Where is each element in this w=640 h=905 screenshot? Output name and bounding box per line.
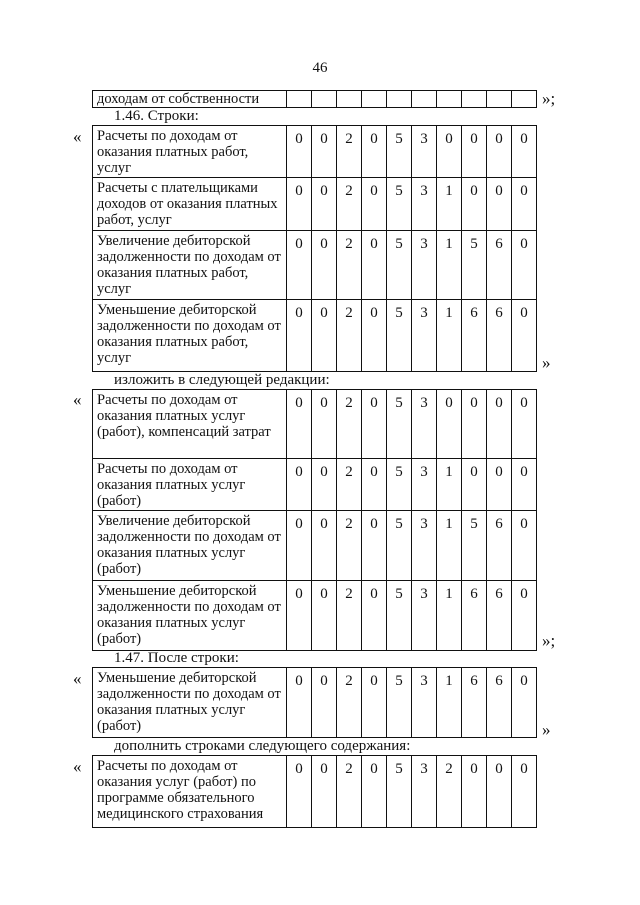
code-digit bbox=[412, 91, 437, 108]
code-digit: 5 bbox=[387, 581, 412, 651]
code-digit: 5 bbox=[387, 668, 412, 738]
row-label: Увеличение дебиторской задолженности по доходам от оказания платных услуг (работ) bbox=[93, 511, 287, 581]
table-row bbox=[93, 581, 537, 651]
code-digit: 6 bbox=[487, 668, 512, 738]
table-row bbox=[93, 459, 537, 511]
code-digit: 5 bbox=[387, 511, 412, 581]
row-label: Уменьшение дебиторской задолженности по доходам от оказания платных услуг (работ) bbox=[93, 668, 287, 738]
code-digit: 0 bbox=[362, 581, 387, 651]
code-digit: 0 bbox=[512, 581, 537, 651]
code-digit: 0 bbox=[287, 511, 312, 581]
code-digit: 0 bbox=[287, 390, 312, 459]
code-digit: 2 bbox=[337, 756, 362, 828]
code-digit: 0 bbox=[462, 126, 487, 178]
closing-quote: »; bbox=[542, 631, 556, 650]
code-digit: 0 bbox=[362, 459, 387, 511]
code-digit: 0 bbox=[512, 178, 537, 231]
code-digit: 5 bbox=[387, 459, 412, 511]
code-digit: 5 bbox=[387, 126, 412, 178]
code-digit: 1 bbox=[437, 668, 462, 738]
closing-quote: » bbox=[542, 720, 551, 739]
section-1-46-table bbox=[92, 125, 537, 372]
code-digit: 2 bbox=[337, 581, 362, 651]
code-digit: 1 bbox=[437, 178, 462, 231]
code-digit: 0 bbox=[312, 300, 337, 372]
code-digit: 5 bbox=[387, 300, 412, 372]
code-digit: 2 bbox=[337, 231, 362, 300]
code-digit: 0 bbox=[462, 390, 487, 459]
code-digit: 5 bbox=[387, 390, 412, 459]
code-digit: 0 bbox=[362, 668, 387, 738]
code-digit: 0 bbox=[362, 231, 387, 300]
code-digit: 0 bbox=[512, 126, 537, 178]
code-digit: 0 bbox=[312, 390, 337, 459]
code-digit: 3 bbox=[412, 178, 437, 231]
code-digit: 0 bbox=[487, 178, 512, 231]
section-heading-1-47: 1.47. После строки: bbox=[92, 650, 243, 668]
code-digit: 6 bbox=[462, 581, 487, 651]
code-digit: 1 bbox=[437, 511, 462, 581]
code-digit: 0 bbox=[287, 581, 312, 651]
code-digit: 6 bbox=[487, 581, 512, 651]
code-digit: 2 bbox=[337, 126, 362, 178]
code-digit: 0 bbox=[487, 390, 512, 459]
table-row bbox=[93, 668, 537, 738]
code-digit bbox=[487, 91, 512, 108]
row-label: Расчеты с плательщиками доходов от оказания платных работ, услуг bbox=[93, 178, 287, 231]
row-label: Расчеты по доходам от оказания платных услуг (работ) bbox=[93, 459, 287, 511]
code-digit: 6 bbox=[462, 668, 487, 738]
page-number: 46 bbox=[312, 60, 328, 76]
code-digit bbox=[462, 91, 487, 108]
section-edit-table bbox=[92, 389, 537, 651]
code-digit bbox=[437, 91, 462, 108]
code-digit: 0 bbox=[362, 300, 387, 372]
row-label: Уменьшение дебиторской задолженности по доходам от оказания платных услуг (работ) bbox=[93, 581, 287, 651]
code-digit bbox=[337, 91, 362, 108]
code-digit: 1 bbox=[437, 231, 462, 300]
code-digit: 0 bbox=[362, 126, 387, 178]
table-row bbox=[93, 300, 537, 372]
code-digit: 5 bbox=[387, 756, 412, 828]
code-digit: 0 bbox=[487, 126, 512, 178]
table-row bbox=[93, 511, 537, 581]
code-digit bbox=[362, 91, 387, 108]
code-digit: 2 bbox=[337, 511, 362, 581]
code-digit: 0 bbox=[362, 178, 387, 231]
code-digit: 1 bbox=[437, 459, 462, 511]
code-digit: 6 bbox=[462, 300, 487, 372]
code-digit: 2 bbox=[337, 390, 362, 459]
code-digit: 0 bbox=[287, 126, 312, 178]
code-digit: 0 bbox=[512, 668, 537, 738]
row-label: Увеличение дебиторской задолженности по доходам от оказания платных работ, услуг bbox=[93, 231, 287, 300]
code-digit: 2 bbox=[437, 756, 462, 828]
code-digit: 3 bbox=[412, 511, 437, 581]
code-digit: 0 bbox=[312, 581, 337, 651]
code-digit: 0 bbox=[512, 511, 537, 581]
table-row bbox=[93, 126, 537, 178]
code-digit: 0 bbox=[512, 390, 537, 459]
code-digit: 5 bbox=[462, 511, 487, 581]
code-digit: 0 bbox=[462, 756, 487, 828]
code-digit: 0 bbox=[512, 231, 537, 300]
code-digit: 0 bbox=[287, 668, 312, 738]
table-row bbox=[93, 91, 537, 108]
section-add-table bbox=[92, 755, 537, 828]
section-heading-add: дополнить строками следующего содержания: bbox=[92, 738, 414, 756]
code-digit: 0 bbox=[362, 756, 387, 828]
code-digit: 5 bbox=[387, 231, 412, 300]
code-digit: 0 bbox=[287, 231, 312, 300]
code-digit: 3 bbox=[412, 300, 437, 372]
code-digit: 0 bbox=[287, 459, 312, 511]
code-digit: 0 bbox=[462, 459, 487, 511]
code-digit: 0 bbox=[487, 756, 512, 828]
code-digit bbox=[512, 91, 537, 108]
code-digit: 0 bbox=[512, 756, 537, 828]
code-digit: 0 bbox=[312, 178, 337, 231]
table-row bbox=[93, 390, 537, 459]
table-row bbox=[93, 231, 537, 300]
code-digit bbox=[287, 91, 312, 108]
section-heading-1-46: 1.46. Строки: bbox=[92, 108, 203, 126]
code-digit: 2 bbox=[337, 668, 362, 738]
code-digit: 1 bbox=[437, 581, 462, 651]
closing-quote: » bbox=[542, 353, 551, 372]
code-digit: 2 bbox=[337, 178, 362, 231]
code-digit: 0 bbox=[312, 668, 337, 738]
closing-quote: »; bbox=[542, 89, 556, 108]
code-digit: 3 bbox=[412, 581, 437, 651]
code-digit: 6 bbox=[487, 231, 512, 300]
code-digit: 0 bbox=[462, 178, 487, 231]
row-label: Уменьшение дебиторской задолженности по доходам от оказания платных работ, услуг bbox=[93, 300, 287, 372]
table-row bbox=[93, 178, 537, 231]
top-fragment-table bbox=[92, 90, 537, 108]
code-digit: 0 bbox=[312, 756, 337, 828]
code-digit: 0 bbox=[287, 300, 312, 372]
code-digit: 5 bbox=[387, 178, 412, 231]
code-digit: 0 bbox=[362, 511, 387, 581]
code-digit: 3 bbox=[412, 459, 437, 511]
table-row bbox=[93, 756, 537, 828]
code-digit: 3 bbox=[412, 668, 437, 738]
code-digit: 0 bbox=[437, 390, 462, 459]
code-digit: 3 bbox=[412, 756, 437, 828]
code-digit: 0 bbox=[312, 511, 337, 581]
code-digit: 1 bbox=[437, 300, 462, 372]
row-label: доходам от собственности bbox=[93, 91, 287, 108]
code-digit: 0 bbox=[287, 756, 312, 828]
code-digit: 5 bbox=[462, 231, 487, 300]
code-digit: 0 bbox=[362, 390, 387, 459]
code-digit: 3 bbox=[412, 231, 437, 300]
opening-quote: « bbox=[73, 669, 82, 688]
opening-quote: « bbox=[73, 390, 82, 409]
code-digit: 0 bbox=[487, 459, 512, 511]
section-1-47-table bbox=[92, 667, 537, 738]
row-label: Расчеты по доходам от оказания платных работ, услуг bbox=[93, 126, 287, 178]
code-digit: 0 bbox=[312, 231, 337, 300]
code-digit: 3 bbox=[412, 126, 437, 178]
code-digit: 3 bbox=[412, 390, 437, 459]
code-digit bbox=[387, 91, 412, 108]
code-digit: 0 bbox=[512, 459, 537, 511]
row-label: Расчеты по доходам от оказания платных услуг (работ), компенсаций затрат bbox=[93, 390, 287, 459]
code-digit: 0 bbox=[287, 178, 312, 231]
opening-quote: « bbox=[73, 127, 82, 146]
row-label: Расчеты по доходам от оказания услуг (работ) по программе обязательного медицинского страхования bbox=[93, 756, 287, 828]
code-digit: 6 bbox=[487, 511, 512, 581]
code-digit: 0 bbox=[312, 459, 337, 511]
code-digit: 6 bbox=[487, 300, 512, 372]
code-digit: 0 bbox=[512, 300, 537, 372]
section-heading-edit: изложить в следующей редакции: bbox=[92, 372, 334, 390]
code-digit: 2 bbox=[337, 300, 362, 372]
code-digit: 0 bbox=[437, 126, 462, 178]
opening-quote: « bbox=[73, 757, 82, 776]
code-digit: 2 bbox=[337, 459, 362, 511]
code-digit bbox=[312, 91, 337, 108]
code-digit: 0 bbox=[312, 126, 337, 178]
